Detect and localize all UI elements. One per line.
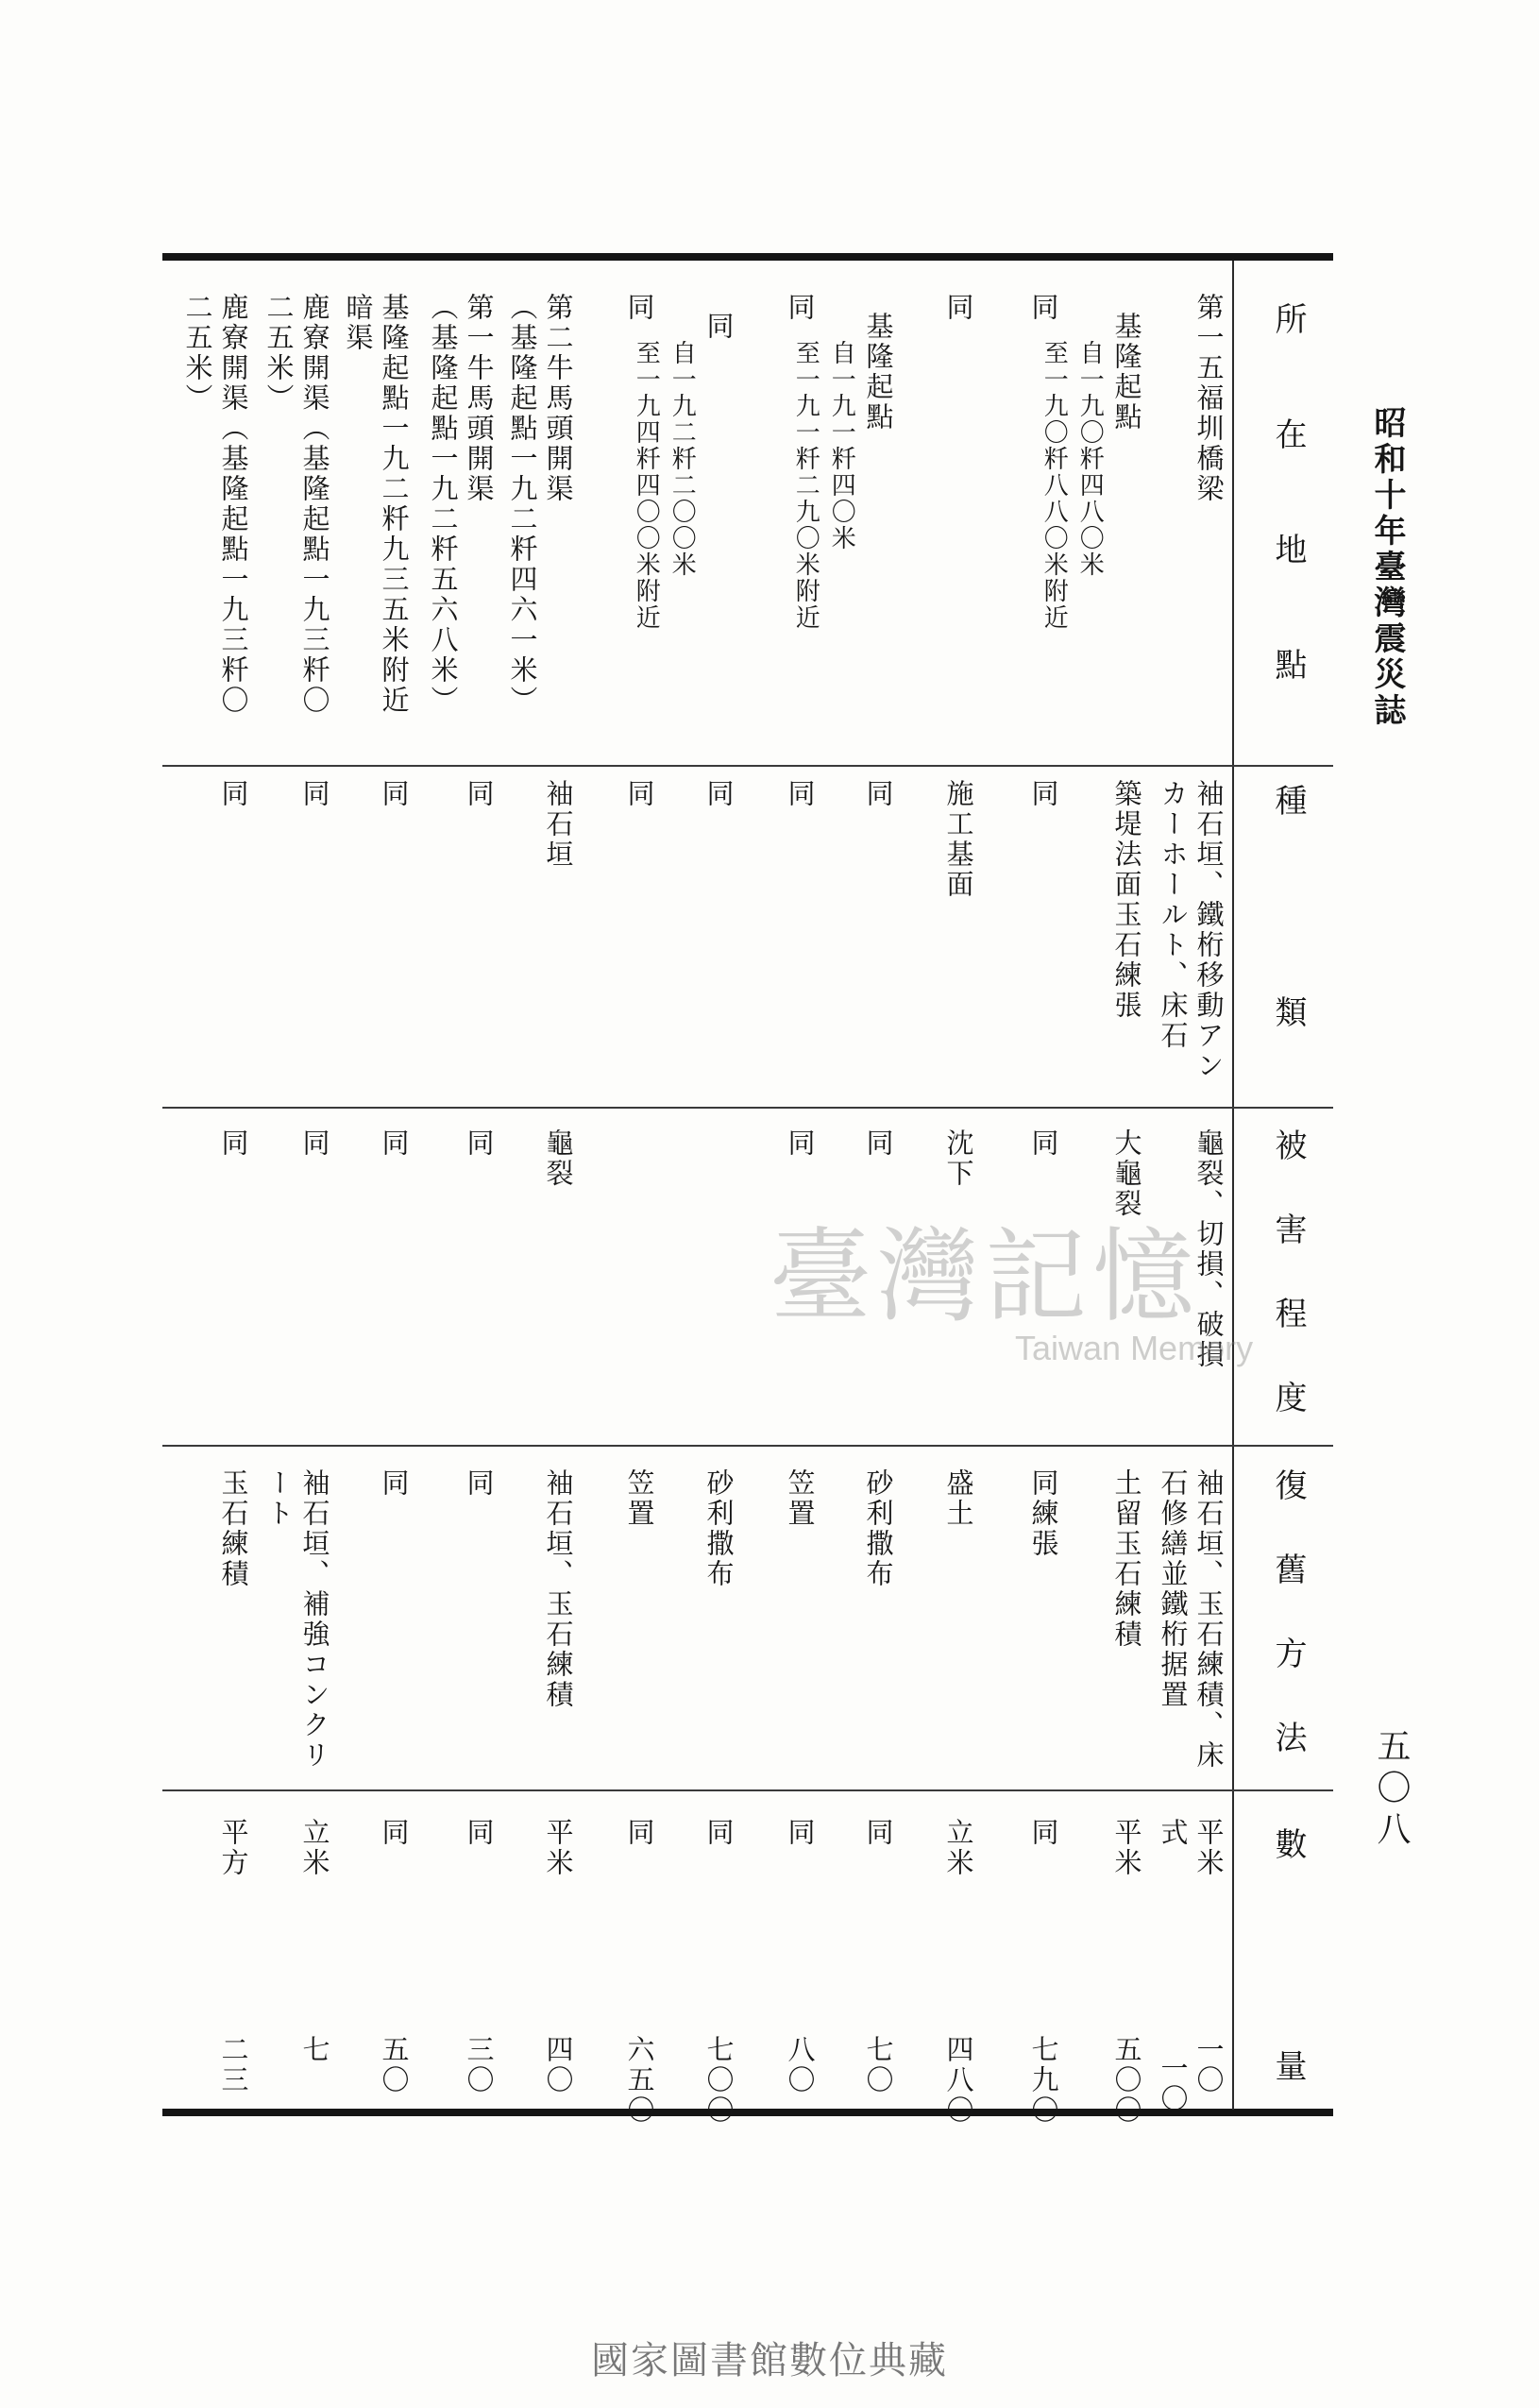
cell-location: 基隆起點一九二粁九三五米附近 — [378, 293, 411, 716]
cell-location: 二五米） — [181, 293, 214, 414]
cell-location: 至一九一粁二九〇米附近 — [791, 340, 820, 631]
cell-damage: 同 — [862, 1128, 895, 1159]
cell-method: 笠置 — [623, 1468, 656, 1529]
header-unit: 數 — [1269, 1827, 1307, 1859]
cell-location: 鹿寮開渠（基隆起點一九三粁〇 — [298, 293, 331, 716]
cell-location: （基隆起點一九二粁四六一米） — [506, 293, 539, 716]
cell-location: 至一九四粁四〇〇米附近 — [632, 340, 661, 631]
cell-unit: 平米 — [542, 1818, 575, 1878]
cell-damage: 同 — [217, 1128, 250, 1159]
cell-location: 鹿寮開渠（基隆起點一九三粁〇 — [217, 293, 250, 716]
cell-location: 第一牛馬頭開渠 — [463, 293, 496, 504]
cell-unit: 平米 — [1192, 1818, 1226, 1878]
header-damage: 被害程度 — [1269, 1128, 1307, 1465]
header-location: 所在地點 — [1269, 302, 1307, 763]
cell-quantity: 四八〇 — [942, 2035, 975, 2126]
cell-unit: 同 — [702, 1818, 736, 1848]
header-quantity: 量 — [1269, 2049, 1307, 2081]
cell-type: 施工基面 — [942, 779, 975, 900]
cell-method: 袖石垣、玉石練積 — [542, 1468, 575, 1710]
cell-location: 同 — [702, 312, 736, 342]
cell-damage: 同 — [463, 1128, 496, 1159]
cell-location: 同 — [623, 293, 656, 323]
taiwan-memory-watermark — [770, 1195, 1279, 1383]
cell-damage: 同 — [298, 1128, 331, 1159]
cell-location: 基隆起點 — [1110, 312, 1143, 432]
cell-unit: 同 — [1027, 1818, 1060, 1848]
cell-type: カーホールト、床石 — [1157, 779, 1190, 1051]
cell-location: 自一九〇粁四八〇米 — [1075, 340, 1105, 578]
cell-type: 同 — [378, 779, 411, 809]
column-divider — [162, 1107, 1333, 1109]
cell-method: 袖石垣、玉石練積、床 — [1192, 1468, 1226, 1771]
cell-method: 玉石練積 — [217, 1468, 250, 1589]
cell-unit: 同 — [623, 1818, 656, 1848]
cell-location: 自一九二粁二〇〇米 — [668, 340, 697, 578]
cell-quantity: 五〇〇 — [1110, 2035, 1143, 2126]
cell-location: 第一五福圳橋梁 — [1192, 293, 1226, 504]
cell-quantity: 二三 — [217, 2035, 250, 2095]
header-method: 復舊方法 — [1269, 1468, 1307, 1805]
cell-quantity: 七〇 — [862, 2035, 895, 2095]
cell-type: 同 — [217, 779, 250, 809]
cell-quantity: 七九〇 — [1027, 2035, 1060, 2126]
cell-location: 同 — [942, 293, 975, 323]
cell-location: 同 — [784, 293, 817, 323]
cell-method: 同 — [378, 1468, 411, 1499]
cell-damage: 龜裂、切損、破損 — [1192, 1128, 1226, 1370]
cell-unit: 同 — [463, 1818, 496, 1848]
cell-type: 築堤法面玉石練張 — [1110, 779, 1143, 1021]
cell-quantity: 五〇 — [378, 2035, 411, 2095]
cell-type: 袖石垣 — [542, 779, 575, 870]
cell-method: 砂利撒布 — [862, 1468, 895, 1589]
cell-location: 同 — [1027, 293, 1060, 323]
column-divider — [162, 1789, 1333, 1791]
cell-method: 石修繕並鐵桁据置 — [1157, 1468, 1190, 1710]
cell-quantity: 一〇 — [1157, 2054, 1190, 2114]
cell-unit: 式 — [1157, 1818, 1190, 1848]
table-top-rule — [162, 253, 1333, 261]
cell-unit: 立米 — [942, 1818, 975, 1878]
cell-location: 至一九〇粁八八〇米附近 — [1040, 340, 1069, 631]
cell-unit: 同 — [784, 1818, 817, 1848]
cell-quantity: 六五〇 — [623, 2035, 656, 2126]
cell-type: 袖石垣、鐵桁移動アン — [1192, 779, 1226, 1081]
cell-type: 同 — [298, 779, 331, 809]
cell-unit: 同 — [862, 1818, 895, 1848]
column-divider — [162, 765, 1333, 767]
cell-location: 自一九一粁四〇米 — [827, 340, 856, 551]
cell-quantity: 八〇 — [784, 2035, 817, 2095]
cell-type: 同 — [623, 779, 656, 809]
footer-credit: 國家圖書館數位典藏 — [591, 2339, 948, 2383]
cell-method: 砂利撒布 — [702, 1468, 736, 1589]
cell-location: 基隆起點 — [862, 312, 895, 432]
cell-method: 同練張 — [1027, 1468, 1060, 1559]
cell-type: 同 — [784, 779, 817, 809]
cell-type: 同 — [463, 779, 496, 809]
cell-method: ート — [262, 1468, 296, 1529]
cell-quantity: 四〇 — [542, 2035, 575, 2095]
cell-damage: 同 — [784, 1128, 817, 1159]
cell-unit: 平米 — [1110, 1818, 1143, 1878]
cell-damage: 龜裂 — [542, 1128, 575, 1189]
watermark-text: 臺灣記憶 — [770, 1218, 1201, 1336]
header-separator — [1232, 261, 1234, 2110]
page-number: 五〇八 — [1372, 1728, 1411, 1853]
cell-type: 同 — [1027, 779, 1060, 809]
running-title: 昭和十年臺灣震災誌 — [1368, 406, 1406, 729]
cell-damage: 沈下 — [942, 1128, 975, 1189]
cell-quantity: 三〇 — [463, 2035, 496, 2095]
cell-quantity: 七 — [298, 2035, 331, 2065]
cell-damage: 同 — [1027, 1128, 1060, 1159]
header-type: 種類 — [1269, 784, 1307, 1207]
cell-type: 同 — [702, 779, 736, 809]
cell-quantity: 七〇〇 — [702, 2035, 736, 2126]
cell-damage: 同 — [378, 1128, 411, 1159]
cell-method: 笠置 — [784, 1468, 817, 1529]
cell-method: 同 — [463, 1468, 496, 1499]
cell-type: 同 — [862, 779, 895, 809]
cell-location: 二五米） — [262, 293, 296, 414]
cell-unit: 平方 — [217, 1818, 250, 1878]
cell-method: 盛土 — [942, 1468, 975, 1529]
cell-location: 第二牛馬頭開渠 — [542, 293, 575, 504]
watermark-subtitle: Taiwan Memory — [1015, 1329, 1254, 1367]
cell-unit: 立米 — [298, 1818, 331, 1878]
cell-method: 袖石垣、補強コンクリ — [298, 1468, 331, 1771]
cell-location: （基隆起點一九二粁五六八米） — [427, 293, 460, 716]
column-divider — [162, 1445, 1333, 1447]
cell-location: 暗渠 — [342, 293, 375, 353]
cell-method: 土留玉石練積 — [1110, 1468, 1143, 1650]
cell-quantity: 一〇 — [1192, 2035, 1226, 2095]
cell-unit: 同 — [378, 1818, 411, 1848]
cell-damage: 大龜裂 — [1110, 1128, 1143, 1219]
